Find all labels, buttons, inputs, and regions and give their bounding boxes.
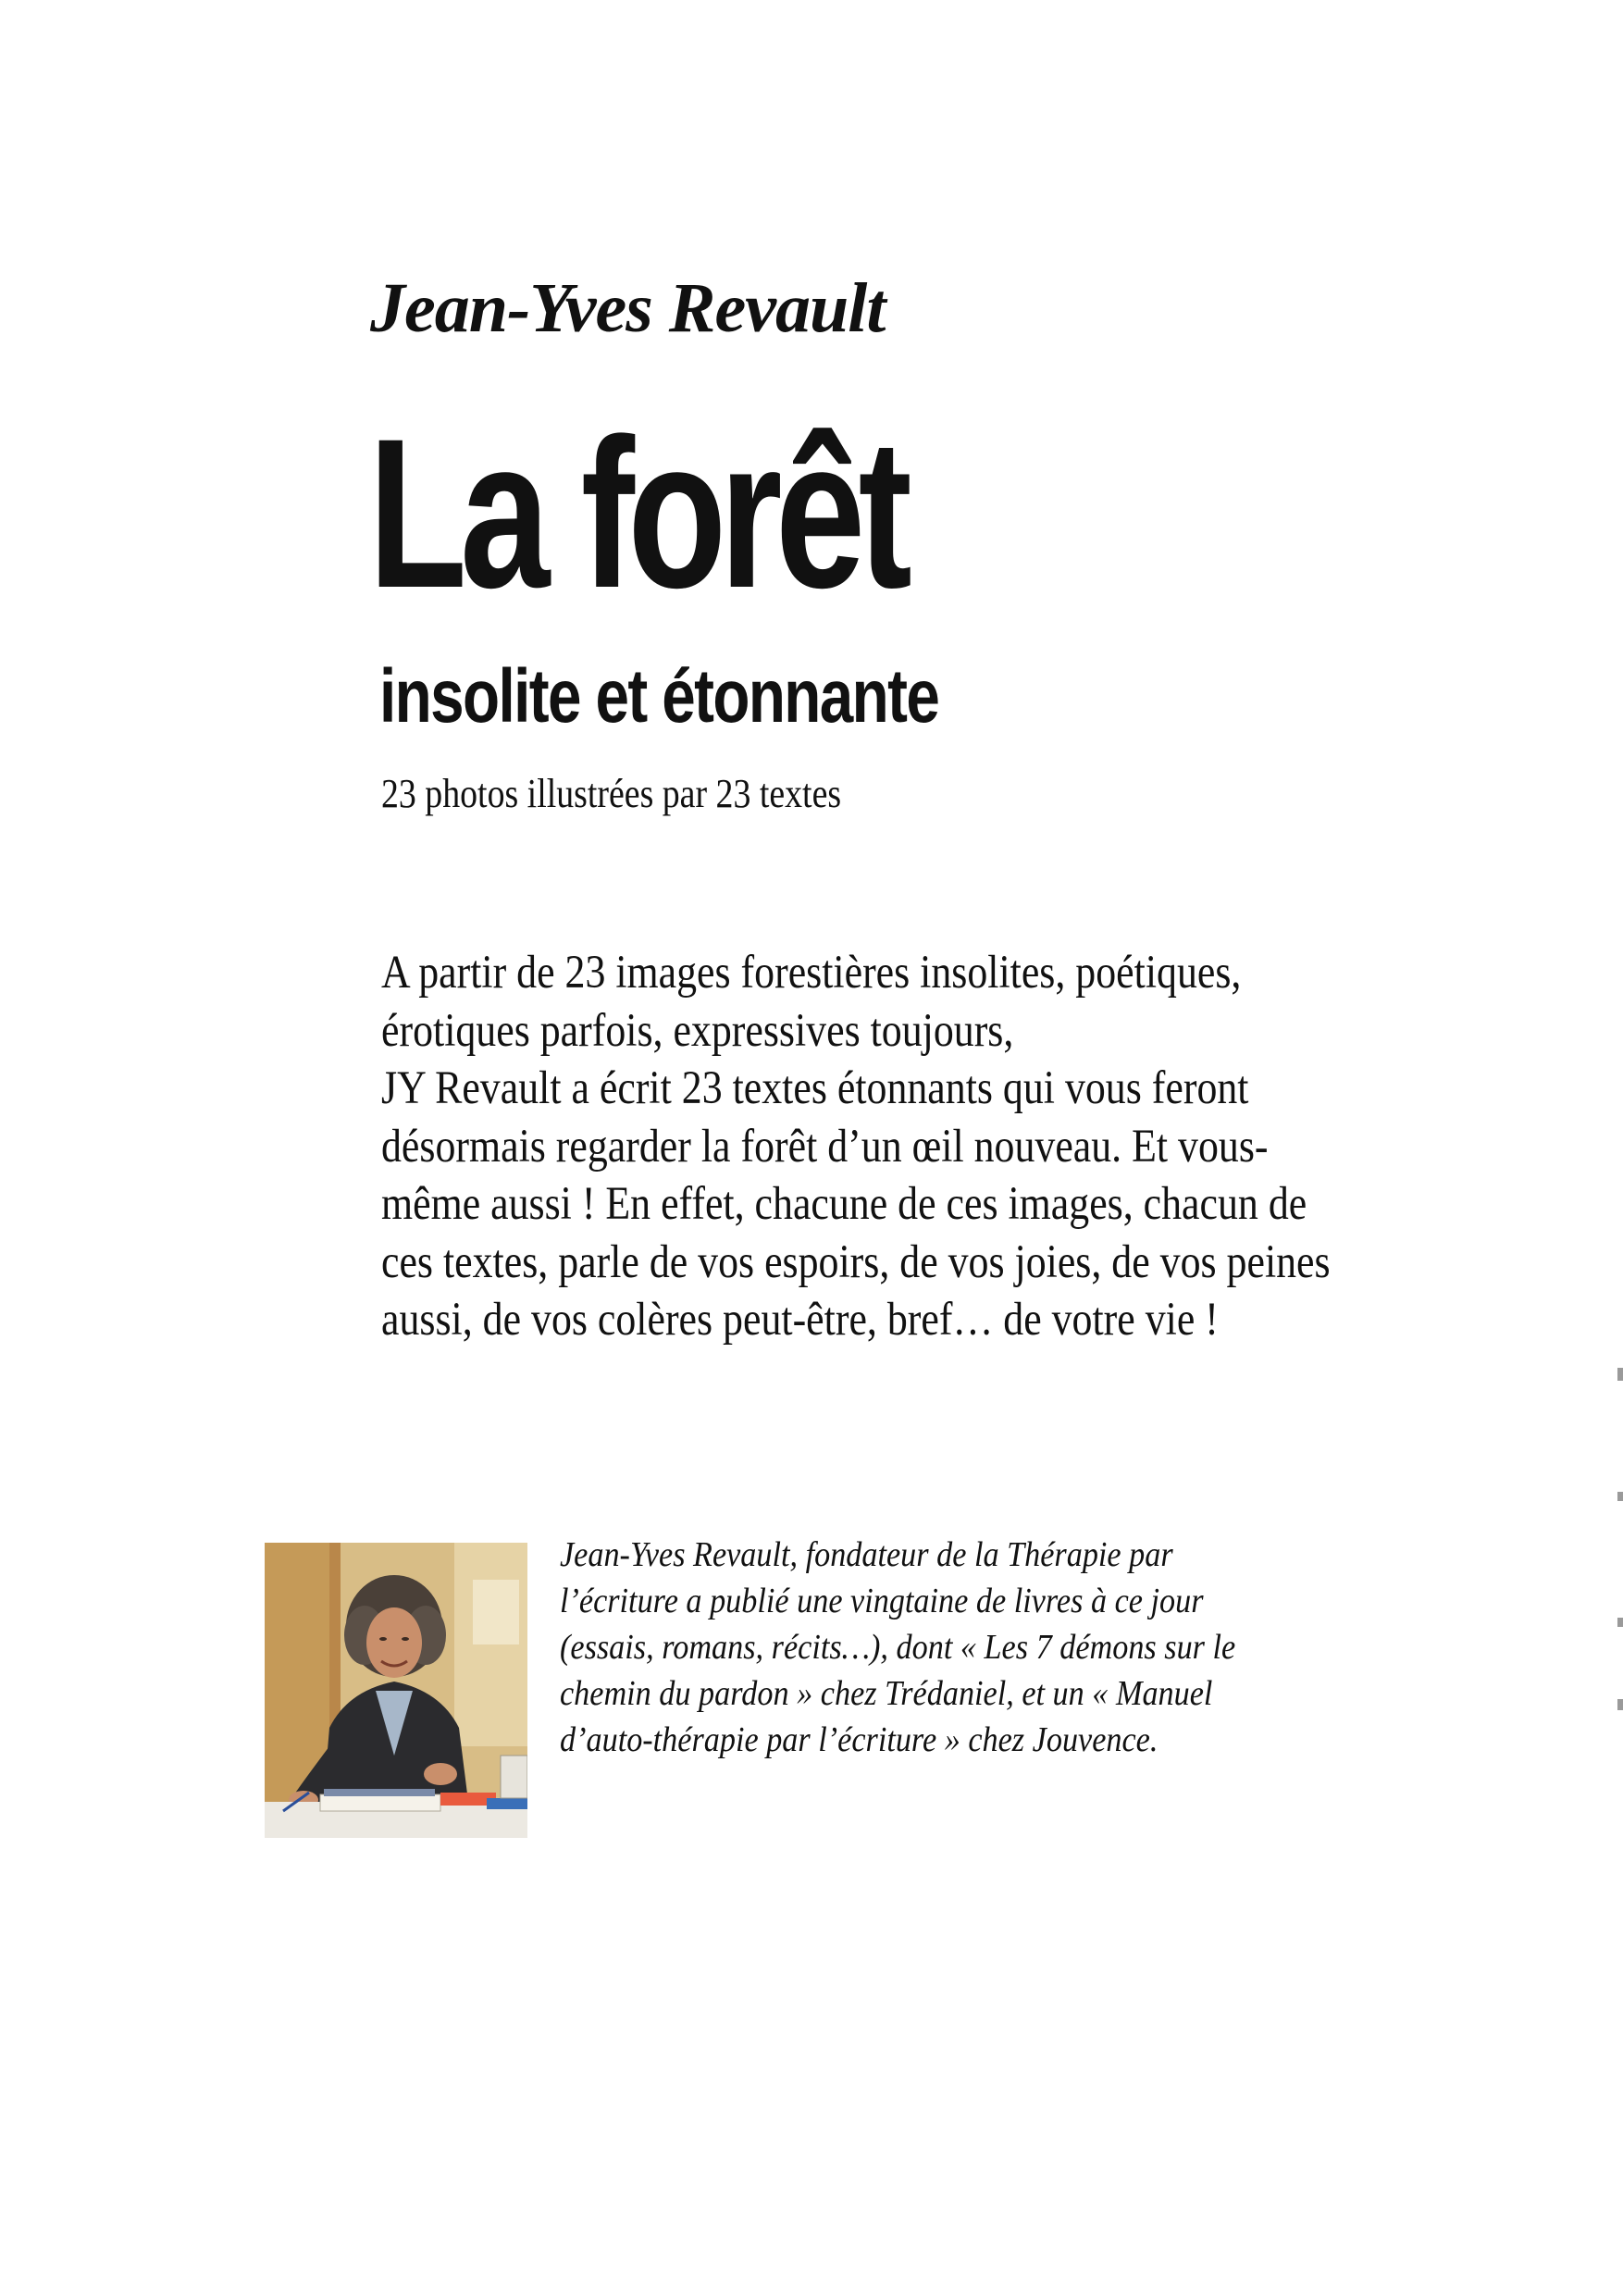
edge-mark	[1617, 1699, 1623, 1710]
edge-mark	[1617, 1368, 1623, 1381]
blurb-line: ces textes, parle de vos espoirs, de vos joies, de vos peines	[381, 1235, 1331, 1288]
book-title: La forêt	[368, 394, 906, 632]
author-name: Jean-Yves Revault	[370, 269, 886, 347]
author-bio	[560, 1532, 1319, 1763]
blurb-line: désormais regarder la forêt d’un œil nouveau. Et vous-	[381, 1120, 1269, 1173]
blurb-line: JY Revault a écrit 23 textes étonnants qui vous feront	[381, 1062, 1249, 1114]
bio-line: Jean-Yves Revault, fondateur de la Thérapie par	[560, 1535, 1173, 1574]
book-subtitle: insolite et étonnante	[379, 654, 939, 738]
book-tagline: 23 photos illustrées par 23 textes	[381, 771, 842, 816]
blurb-line: érotiques parfois, expressives toujours,	[381, 1004, 1014, 1057]
blurb-line: A partir de 23 images forestières insolites, poétiques,	[381, 947, 1242, 999]
blurb-paragraph	[381, 944, 1344, 1349]
edge-mark	[1617, 1618, 1623, 1627]
bio-line: d’auto-thérapie par l’écriture » chez Jouvence.	[560, 1720, 1158, 1759]
blurb-line: aussi, de vos colères peut-être, bref… de votre vie !	[381, 1294, 1219, 1346]
blurb-line: même aussi ! En effet, chacune de ces images, chacun de	[381, 1178, 1307, 1230]
bio-line: chemin du pardon » chez Trédaniel, et un « Manuel	[560, 1674, 1213, 1713]
bio-line: (essais, romans, récits…), dont « Les 7 démons sur le	[560, 1628, 1236, 1667]
author-photo	[265, 1543, 527, 1838]
bio-line: l’écriture a publié une vingtaine de livres à ce jour	[560, 1582, 1204, 1620]
edge-mark	[1617, 1492, 1623, 1501]
